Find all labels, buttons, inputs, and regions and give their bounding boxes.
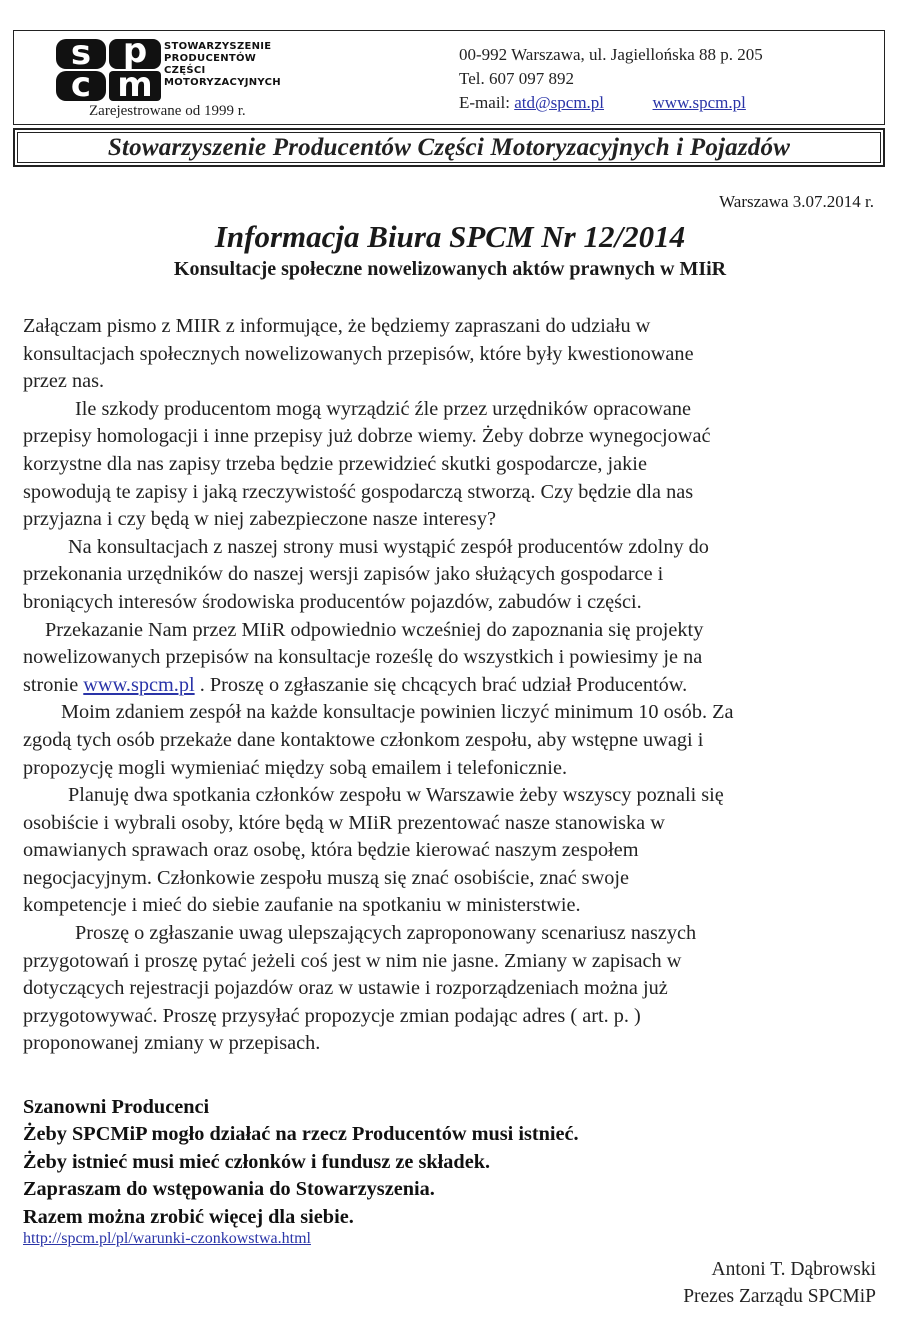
website-link[interactable]: www.spcm.pl (83, 673, 195, 696)
text-line: Ile szkody producentom mogą wyrządzić źle przez urzędników opracowane (75, 397, 692, 420)
paragraph (23, 617, 873, 700)
text-line: przyjazna i czy będą w niej zabezpieczone nasze interesy? (23, 508, 496, 531)
text-line: Załączam pismo z MIIR z informujące, że będziemy zapraszani do udziału w (23, 315, 651, 337)
phone: Tel. 607 097 892 (459, 69, 574, 88)
text-line: proponowanej zmiany w przepisach. (23, 1032, 321, 1055)
text-line: przekonania urzędników do naszej wersji zapisów jako służących gospodarce i (23, 563, 664, 586)
paragraph (23, 782, 873, 920)
logo-word: PRODUCENTÓW (164, 53, 257, 64)
paragraph (23, 534, 873, 617)
letterhead (13, 30, 885, 125)
text-line: przygotowań i proszę pytać jeżeli coś jest w nim nie jasne. Zmiany w zapisach w (23, 949, 682, 972)
closing-line: Żeby istnieć musi mieć członków i fundusz ze składek. (23, 1150, 491, 1173)
text-line: dotyczących rejestracji pojazdów oraz w ustawie i rozporządzeniach można już (23, 977, 668, 1000)
letter-date: Warszawa 3.07.2014 r. (719, 192, 874, 211)
signatory-name: Antoni T. Dąbrowski (711, 1259, 876, 1280)
email-label: E-mail: (459, 93, 510, 112)
text-line: Planuję dwa spotkania członków zespołu w Warszawie żeby wszyscy poznali się (68, 784, 724, 807)
signature-block (683, 1256, 876, 1310)
paragraph (23, 313, 873, 396)
logo-letter-s: s (70, 39, 92, 73)
text-line: Moim zdaniem zespół na każde konsultacje powinien liczyć minimum 10 osób. Za (61, 701, 734, 724)
text-line: konsultacjach społecznych nowelizowanych przepisów, które były kwestionowane (23, 342, 694, 365)
text-line: omawianych sprawach oraz osobę, która będzie kierować naszym zespołem (23, 839, 639, 862)
text-line: osobiście i wybrali osoby, które będą w MIiR prezentować nasze stanowiska w (23, 811, 665, 834)
email-line (459, 91, 763, 115)
paragraph (23, 396, 873, 534)
text-line: spowodują te zapisy i jaką rzeczywistość gospodarczą stworzą. Czy będzie dla nas (23, 480, 694, 503)
text-segment: stronie (23, 673, 84, 696)
letter-title: Informacja Biura SPCM Nr 12/2014 (214, 219, 686, 254)
closing-appeal (23, 1094, 723, 1231)
text-line: przepisy homologacji i inne przepisy już dobrze wiemy. Żeby dobrze wynegocjować (23, 425, 711, 448)
logo-word: MOTORYZACYJNYCH (164, 77, 281, 88)
logo-word: CZĘŚCI (164, 65, 206, 76)
membership-link[interactable]: http://spcm.pl/pl/warunki-czonkowstwa.html (23, 1230, 311, 1247)
paragraph (23, 699, 873, 782)
text-line: kompetencje i mieć do siebie zaufanie na spotkaniu w ministerstwie. (23, 894, 581, 917)
logo-wordmark (164, 41, 281, 89)
paragraph (23, 920, 873, 1058)
text-segment: . Proszę o zgłaszanie się chcących brać udział Producentów. (194, 673, 688, 696)
address: 00-992 Warszawa, ul. Jagiellońska 88 p. 205 (459, 45, 763, 64)
closing-line: Zapraszam do wstępowania do Stowarzyszenia. (23, 1178, 435, 1201)
website-link[interactable]: www.spcm.pl (652, 93, 746, 112)
text-line: nowelizowanych przepisów na konsultacje roześlę do wszystkich i powiesimy je na (23, 646, 703, 669)
spcm-logo (56, 39, 161, 101)
text-line: korzystne dla nas zapisy trzeba będzie przewidzieć skutki gospodarcze, jakie (23, 452, 647, 475)
closing-line: Szanowni Producenci (23, 1096, 210, 1118)
association-name: Stowarzyszenie Producentów Części Motoryzacyjnych i Pojazdów (107, 134, 791, 161)
text-line: Na konsultacjach z naszej strony musi wystąpić zespół producentów zdolny do (68, 535, 709, 558)
letter-body (23, 313, 873, 1058)
logo-letter-p: p (122, 39, 148, 71)
text-line: Proszę o zgłaszanie uwag ulepszających zaproponowany scenariusz naszych (75, 922, 697, 945)
text-line: zgodą tych osób przekaże dane kontaktowe członkom zespołu, aby wstępne uwagi i (23, 728, 704, 751)
association-banner (13, 128, 885, 167)
text-line: broniących interesów środowiska producentów pojazdów, zabudów i części. (23, 590, 642, 613)
text-line: Przekazanie Nam przez MIiR odpowiednio wcześniej do zapoznania się projekty (45, 618, 704, 641)
text-line (23, 672, 873, 700)
email-link[interactable]: atd@spcm.pl (514, 93, 605, 112)
text-line: propozycję mogli wymieniać między sobą emailem i telefonicznie. (23, 756, 568, 779)
text-line: przygotowywać. Proszę przysyłać propozycje zmian podając adres ( art. p. ) (23, 1004, 641, 1027)
logo-letter-c: c (70, 65, 92, 101)
text-line: przez nas. (23, 370, 105, 393)
closing-line: Żeby SPCMiP mogło działać na rzecz Producentów musi istnieć. (23, 1123, 579, 1146)
contact-block (459, 43, 763, 115)
closing-line: Razem można zrobić więcej dla siebie. (23, 1205, 354, 1228)
logo-word: STOWARZYSZENIE (164, 41, 272, 52)
logo-letter-m: m (117, 65, 153, 101)
registered-since: Zarejestrowane od 1999 r. (89, 103, 246, 119)
letter-subtitle: Konsultacje społeczne nowelizowanych aktów prawnych w MIiR (173, 258, 727, 280)
text-line: negocjacyjnym. Członkowie zespołu muszą się znać osobiście, znać swoje (23, 866, 629, 889)
signatory-role: Prezes Zarządu SPCMiP (683, 1286, 876, 1307)
